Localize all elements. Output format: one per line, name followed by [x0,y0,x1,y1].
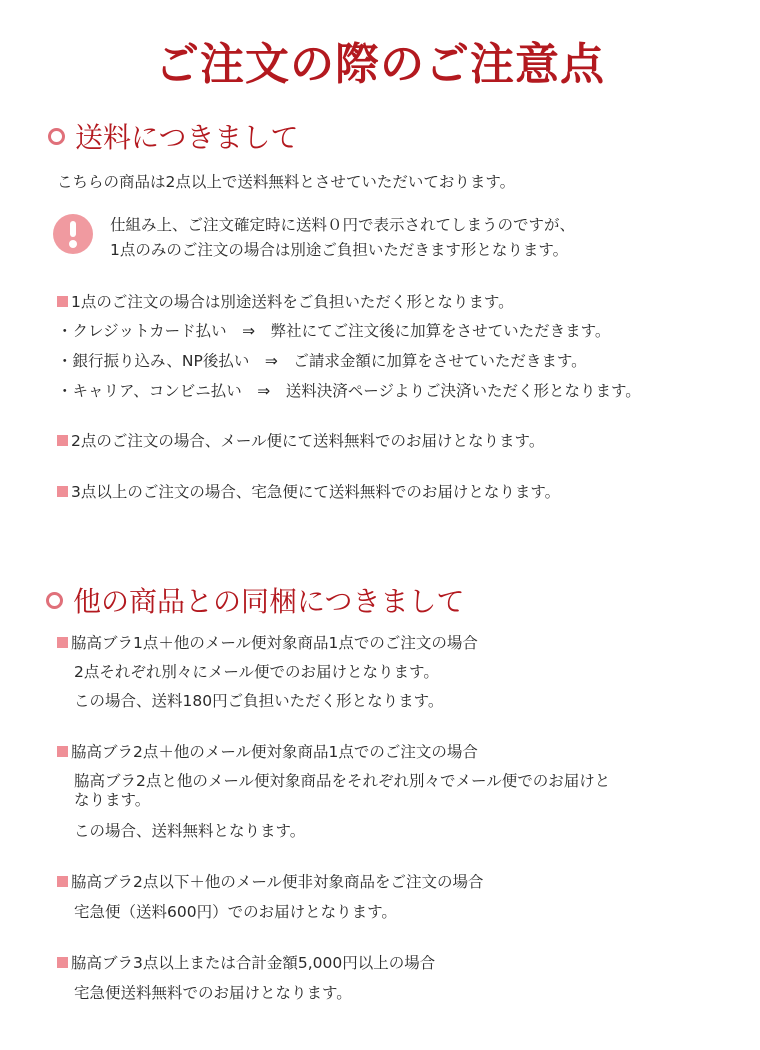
bundle-case-4-line: 宅急便送料無料でのお届けとなります。 [74,984,352,1002]
square-bullet-icon [57,957,68,968]
bundle-case-2-line: 脇高ブラ2点と他のメール便対象商品をそれぞれ別々でメール便でのお届けと [74,772,611,790]
bundle-case-2-header: 脇高ブラ2点＋他のメール便対象商品1点でのご注文の場合 [57,741,478,763]
notice-line-2: 1点のみのご注文の場合は別途ご負担いただきます形となります。 [110,241,569,259]
bundle-case-2-line: なります。 [74,791,151,809]
square-bullet-icon [57,746,68,757]
payment-item-carrier: ・キャリア、コンビニ払い ⇒ 送料決済ページよりご決済いただく形となります。 [57,382,641,400]
square-bullet-icon [57,876,68,887]
bundle-case-1-header: 脇高ブラ1点＋他のメール便対象商品1点でのご注文の場合 [57,632,478,654]
square-bullet-icon [57,296,68,307]
payment-item-credit: ・クレジットカード払い ⇒ 弊社にてご注文後に加算をさせていただきます。 [57,322,611,340]
single-order-header: 1点のご注文の場合は別途送料をご負担いただく形となります。 [57,291,514,313]
ring-icon [48,128,65,145]
bundle-case-4-header: 脇高ブラ3点以上または合計金額5,000円以上の場合 [57,952,435,974]
bundle-case-2-line: この場合、送料無料となります。 [74,822,306,840]
bundle-case-1-line: 2点それぞれ別々にメール便でのお届けとなります。 [74,663,439,681]
ring-icon [46,592,63,609]
notice-line-1: 仕組み上、ご注文確定時に送料０円で表示されてしまうのですが、 [110,216,576,234]
exclamation-icon [53,214,93,254]
three-order-note: 3点以上のご注文の場合、宅急便にて送料無料でのお届けとなります。 [57,481,560,503]
payment-item-bank: ・銀行振り込み、NP後払い ⇒ ご請求金額に加算をさせていただきます。 [57,352,587,370]
bundle-heading-text: 他の商品との同梱につきまして [73,585,465,618]
bundle-case-1-line: この場合、送料180円ご負担いただく形となります。 [74,692,444,710]
shipping-heading-text: 送料につきまして [75,121,299,154]
page-title: ご注文の際のご注意点 [155,39,605,90]
square-bullet-icon [57,486,68,497]
bundle-heading [46,580,464,620]
two-order-note: 2点のご注文の場合、メール便にて送料無料でのお届けとなります。 [57,430,544,452]
square-bullet-icon [57,435,68,446]
shipping-intro: こちらの商品は2点以上で送料無料とさせていただいております。 [57,173,516,191]
shipping-heading [48,116,298,156]
bundle-case-3-line: 宅急便（送料600円）でのお届けとなります。 [74,903,397,921]
square-bullet-icon [57,637,68,648]
bundle-case-3-header: 脇高ブラ2点以下＋他のメール便非対象商品をご注文の場合 [57,871,484,893]
